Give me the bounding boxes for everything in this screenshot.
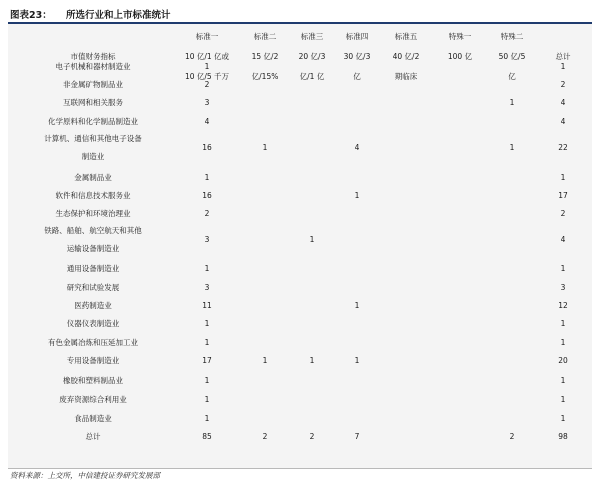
column-header-line: 期临床 xyxy=(394,72,418,81)
column-header-line: 标准二 xyxy=(253,32,277,41)
table-cell: 3 xyxy=(204,235,210,244)
table-cell: 2 xyxy=(262,432,268,441)
table-row xyxy=(8,410,592,428)
column-header-line: 50 亿/5 xyxy=(498,52,526,61)
table-row xyxy=(8,113,592,131)
figure-title-bar xyxy=(8,4,592,24)
industry-label-line: 非金属矿物制品业 xyxy=(63,80,123,89)
industry-label xyxy=(18,260,168,278)
table-cell: 17 xyxy=(558,191,568,200)
table-cell: 22 xyxy=(558,143,568,152)
table-cell: 4 xyxy=(204,117,210,126)
table-cell: 3 xyxy=(560,283,566,292)
industry-label xyxy=(18,410,168,428)
column-header-line: 标准四 xyxy=(345,32,369,41)
column-header-line: 标准一 xyxy=(195,32,219,41)
industry-label xyxy=(18,58,168,76)
table-cell: 1 xyxy=(262,143,268,152)
column-header-line: 特殊一 xyxy=(448,32,472,41)
industry-label-line: 通用设备制造业 xyxy=(66,264,120,273)
industry-label xyxy=(18,391,168,409)
table-row xyxy=(8,130,592,166)
table-cell: 4 xyxy=(560,98,566,107)
table-row xyxy=(8,222,592,258)
table-cell: 1 xyxy=(262,356,268,365)
industry-label-line: 铁路、船舶、航空航天和其他 xyxy=(44,226,142,235)
table-cell: 1 xyxy=(309,235,315,244)
industry-label-line: 专用设备制造业 xyxy=(66,356,120,365)
table-cell: 1 xyxy=(560,264,566,273)
industry-label-line: 制造业 xyxy=(81,152,105,161)
industry-label xyxy=(18,76,168,94)
industry-label-line: 计算机、通信和其他电子设备 xyxy=(44,134,142,143)
industry-label-line: 电子机械和器材制造业 xyxy=(55,62,131,71)
industry-label-line: 软件和信息技术服务业 xyxy=(55,191,131,200)
column-header-line: 亿 xyxy=(508,72,516,81)
table-row xyxy=(8,352,592,370)
table-cell: 1 xyxy=(354,191,360,200)
table-row xyxy=(8,187,592,205)
table-cell: 1 xyxy=(204,173,210,182)
table-row xyxy=(8,334,592,352)
table-cell: 4 xyxy=(354,143,360,152)
table-cell: 1 xyxy=(560,376,566,385)
table-cell: 16 xyxy=(202,191,212,200)
column-header-line: 总计 xyxy=(555,52,571,61)
table-cell: 1 xyxy=(204,319,210,328)
table-cell: 2 xyxy=(309,432,315,441)
industry-label xyxy=(18,113,168,131)
industry-label-line: 生态保护和环境治理业 xyxy=(55,209,131,218)
table-cell: 1 xyxy=(204,62,210,71)
industry-label xyxy=(18,334,168,352)
industry-label-line: 总计 xyxy=(85,432,101,441)
table-row xyxy=(8,58,592,76)
column-header-line: 20 亿/3 xyxy=(298,52,326,61)
table-cell: 1 xyxy=(204,414,210,423)
industry-label xyxy=(18,187,168,205)
table-cell: 11 xyxy=(202,301,212,310)
table-cell: 7 xyxy=(354,432,360,441)
table-cell: 3 xyxy=(204,283,210,292)
table-cell: 1 xyxy=(204,338,210,347)
table-row xyxy=(8,76,592,94)
row-label-header: 市值财务指标 xyxy=(70,52,116,61)
table-cell: 1 xyxy=(509,143,515,152)
table-cell: 1 xyxy=(354,356,360,365)
column-header-line: 10 亿/5 千万 xyxy=(184,72,230,81)
industry-label-line: 研究和试验发展 xyxy=(66,283,120,292)
table-cell: 4 xyxy=(560,235,566,244)
industry-label-line: 仪器仪表制造业 xyxy=(66,319,120,328)
table-cell: 1 xyxy=(509,98,515,107)
table-cell: 2 xyxy=(560,209,566,218)
industry-label-line: 有色金属冶炼和压延加工业 xyxy=(48,338,138,347)
column-header-line: 标准五 xyxy=(394,32,418,41)
industry-label-line: 医药制造业 xyxy=(74,301,112,310)
industry-label-line: 金属制品业 xyxy=(74,173,112,182)
column-header-line: 100 亿 xyxy=(447,52,473,61)
table-row xyxy=(8,205,592,223)
industry-label xyxy=(18,130,168,166)
column-header-line: 40 亿/2 xyxy=(392,52,420,61)
table-cell: 1 xyxy=(204,395,210,404)
table-cell: 1 xyxy=(560,414,566,423)
table-cell: 2 xyxy=(509,432,515,441)
table-cell: 98 xyxy=(558,432,568,441)
column-header-line: 亿/15% xyxy=(251,72,279,81)
industry-label-line: 运输设备制造业 xyxy=(66,244,120,253)
table-row xyxy=(8,94,592,112)
table-row xyxy=(8,279,592,297)
table-cell: 1 xyxy=(204,376,210,385)
table-cell: 20 xyxy=(558,356,568,365)
industry-label-line: 橡胶和塑料制品业 xyxy=(63,376,123,385)
table-cell: 12 xyxy=(558,301,568,310)
industry-label xyxy=(18,222,168,258)
statistics-table xyxy=(8,24,592,469)
table-row xyxy=(8,260,592,278)
table-cell: 3 xyxy=(204,98,210,107)
industry-label-line: 互联网和相关服务 xyxy=(63,98,123,107)
table-row xyxy=(8,297,592,315)
table-cell: 17 xyxy=(202,356,212,365)
industry-label xyxy=(18,428,168,446)
table-cell: 1 xyxy=(560,173,566,182)
column-header-line: 亿 xyxy=(353,72,361,81)
table-cell: 85 xyxy=(202,432,212,441)
table-cell: 1 xyxy=(309,356,315,365)
table-row xyxy=(8,169,592,187)
industry-label xyxy=(18,352,168,370)
table-cell: 1 xyxy=(560,395,566,404)
column-header-line: 30 亿/3 xyxy=(343,52,371,61)
industry-label xyxy=(18,205,168,223)
table-row xyxy=(8,372,592,390)
industry-label xyxy=(18,297,168,315)
table-cell: 2 xyxy=(560,80,566,89)
table-cell: 4 xyxy=(560,117,566,126)
table-cell: 16 xyxy=(202,143,212,152)
table-row xyxy=(8,391,592,409)
table-row xyxy=(8,315,592,333)
table-cell: 2 xyxy=(204,209,210,218)
industry-label xyxy=(18,169,168,187)
table-cell: 1 xyxy=(560,62,566,71)
column-header-line: 10 亿/1 亿或 xyxy=(184,52,230,61)
source-note: 资料来源：上交所，中信建投证券研究发展部 xyxy=(10,471,160,480)
industry-label-line: 化学原料和化学制品制造业 xyxy=(48,117,138,126)
industry-label xyxy=(18,315,168,333)
table-cell: 1 xyxy=(560,319,566,328)
table-cell: 1 xyxy=(560,338,566,347)
table-cell: 2 xyxy=(204,80,210,89)
column-header-line: 亿/1 亿 xyxy=(299,72,325,81)
industry-label-line: 食品制造业 xyxy=(74,414,112,423)
industry-label xyxy=(18,372,168,390)
table-cell: 1 xyxy=(354,301,360,310)
column-header-line: 15 亿/2 xyxy=(251,52,279,61)
industry-label-line: 废弃资源综合利用业 xyxy=(59,395,127,404)
column-header-line: 标准三 xyxy=(300,32,324,41)
column-header-line: 特殊二 xyxy=(500,32,524,41)
industry-label xyxy=(18,279,168,297)
table-cell: 1 xyxy=(204,264,210,273)
figure-label: 图表23： xyxy=(10,10,52,21)
industry-label xyxy=(18,94,168,112)
figure-title: 所选行业和上市标准统计 xyxy=(66,10,171,21)
total-row xyxy=(8,428,592,446)
